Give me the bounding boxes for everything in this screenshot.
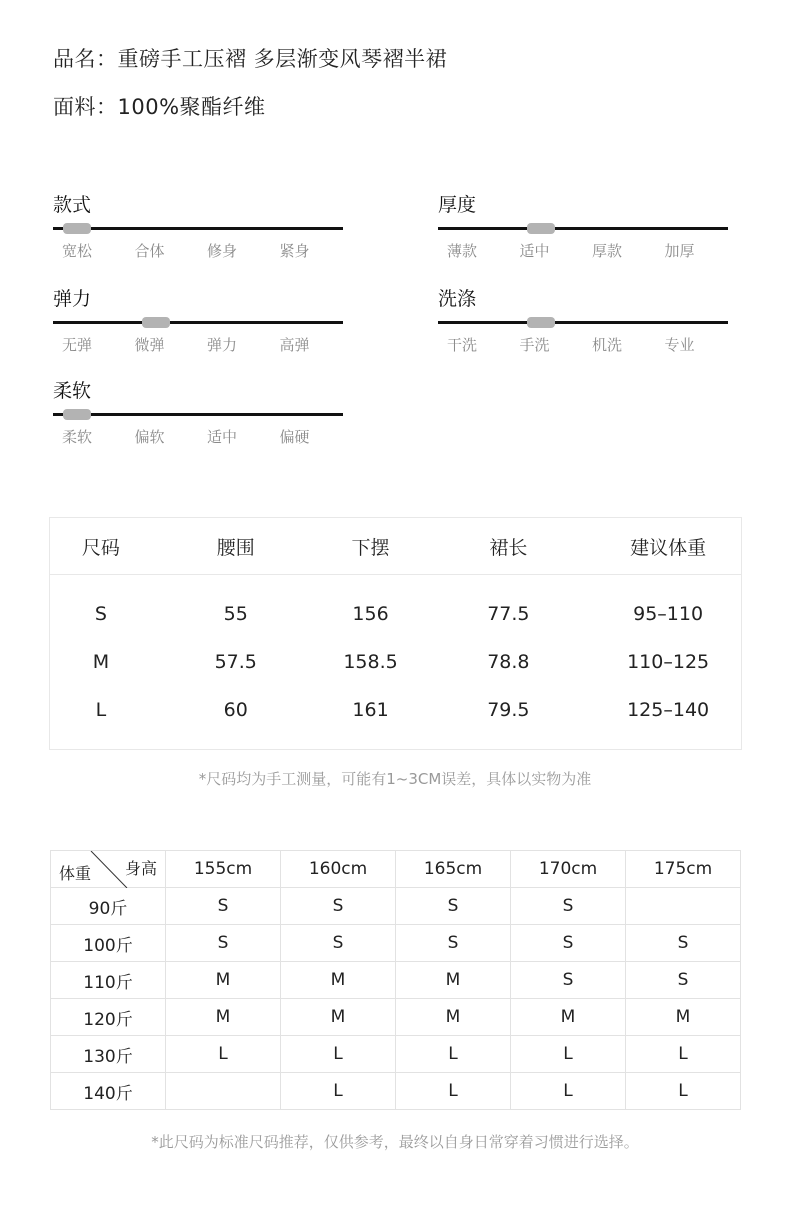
attribute-option: 偏软 xyxy=(134,428,165,446)
weight-label: 90斤 xyxy=(51,888,166,925)
height-header: 155cm xyxy=(166,851,281,888)
attribute-option: 加厚 xyxy=(664,242,695,260)
weight-label: 100斤 xyxy=(51,925,166,962)
size-header-cell: 尺码 xyxy=(81,536,120,559)
size-cell: M xyxy=(281,999,396,1036)
height-header: 165cm xyxy=(396,851,511,888)
size-cell: L xyxy=(511,1073,626,1110)
table-row xyxy=(51,851,741,888)
table-row xyxy=(51,888,741,925)
product-fabric: 面料：100%聚酯纤维 xyxy=(53,95,266,119)
attribute-option: 微弹 xyxy=(134,336,165,354)
size-cell: M xyxy=(396,999,511,1036)
attribute-option: 适中 xyxy=(519,242,550,260)
table-row xyxy=(51,962,741,999)
height-header: 170cm xyxy=(511,851,626,888)
table-row xyxy=(51,925,741,962)
size-cell: 95–110 xyxy=(633,603,704,625)
size-cell: S xyxy=(281,888,396,925)
attribute-option: 合体 xyxy=(134,242,165,260)
attribute-washing xyxy=(438,286,728,355)
corner-cell xyxy=(51,851,166,888)
size-cell: S xyxy=(511,925,626,962)
attribute-title: 款式 xyxy=(53,194,92,216)
size-cell: S xyxy=(166,925,281,962)
size-cell: L xyxy=(95,699,107,721)
size-cell: 77.5 xyxy=(487,603,530,625)
attribute-option: 柔软 xyxy=(62,428,93,446)
attribute-option: 无弹 xyxy=(62,336,93,354)
attribute-thickness xyxy=(438,192,728,261)
size-cell: L xyxy=(626,1073,741,1110)
weight-height-table xyxy=(50,850,741,1110)
attribute-title: 洗涤 xyxy=(438,288,477,310)
size-cell: S xyxy=(511,962,626,999)
attribute-option: 偏硬 xyxy=(279,428,310,446)
attribute-knob xyxy=(63,409,91,420)
attribute-option: 适中 xyxy=(207,428,238,446)
size-cell: S xyxy=(511,888,626,925)
attribute-knob xyxy=(142,317,170,328)
attribute-option: 弹力 xyxy=(207,336,238,354)
table-row xyxy=(51,999,741,1036)
attribute-elasticity xyxy=(53,286,343,355)
attribute-title: 弹力 xyxy=(53,288,92,310)
attribute-softness xyxy=(53,378,343,447)
size-cell: M xyxy=(166,999,281,1036)
attribute-option: 厚款 xyxy=(592,242,623,260)
attribute-knob xyxy=(527,223,555,234)
attribute-option: 薄款 xyxy=(447,242,478,260)
attribute-option: 高弹 xyxy=(279,336,310,354)
table-row xyxy=(51,1036,741,1073)
size-header-cell: 建议体重 xyxy=(630,536,707,559)
attribute-option: 专业 xyxy=(664,336,695,354)
attribute-option: 宽松 xyxy=(62,242,93,260)
attribute-option: 手洗 xyxy=(519,336,550,354)
size-cell: S xyxy=(281,925,396,962)
product-name: 品名：重磅手工压褶 多层渐变风琴褶半裙 xyxy=(53,47,448,71)
corner-height-label: 身高 xyxy=(124,859,157,878)
table-row xyxy=(50,686,741,734)
size-cell: M xyxy=(511,999,626,1036)
attribute-knob xyxy=(527,317,555,328)
table-row xyxy=(50,638,741,686)
size-cell: M xyxy=(396,962,511,999)
size-cell: 110–125 xyxy=(627,651,710,673)
size-cell: S xyxy=(626,925,741,962)
size-cell: S xyxy=(396,925,511,962)
height-header: 175cm xyxy=(626,851,741,888)
size-header-cell: 腰围 xyxy=(216,536,255,559)
size-cell: L xyxy=(281,1036,396,1073)
attribute-bar xyxy=(438,227,728,230)
height-header: 160cm xyxy=(281,851,396,888)
size-note: *尺码均为手工测量，可能有1~3CM误差，具体以实物为准 xyxy=(198,770,592,788)
table-row xyxy=(50,590,741,638)
size-cell: S xyxy=(626,962,741,999)
attribute-bar xyxy=(53,413,343,416)
attribute-bar xyxy=(438,321,728,324)
table-row xyxy=(51,1073,741,1110)
size-cell: 161 xyxy=(352,699,389,721)
size-cell: M xyxy=(626,999,741,1036)
attribute-option: 修身 xyxy=(207,242,238,260)
size-header-cell: 下摆 xyxy=(351,536,390,559)
size-cell: 57.5 xyxy=(214,651,257,673)
size-cell: M xyxy=(92,651,110,673)
size-cell: L xyxy=(511,1036,626,1073)
size-cell: 125–140 xyxy=(627,699,710,721)
size-cell: 60 xyxy=(223,699,248,721)
attribute-style xyxy=(53,192,343,261)
attribute-knob xyxy=(63,223,91,234)
size-cell: L xyxy=(281,1073,396,1110)
size-cell: M xyxy=(166,962,281,999)
attribute-title: 柔软 xyxy=(53,380,92,402)
attribute-option: 机洗 xyxy=(592,336,623,354)
size-cell xyxy=(166,1073,281,1110)
size-table-header xyxy=(50,518,741,575)
size-cell: S xyxy=(94,603,107,625)
weight-label: 110斤 xyxy=(51,962,166,999)
size-cell: L xyxy=(626,1036,741,1073)
size-cell: L xyxy=(396,1073,511,1110)
size-cell: 156 xyxy=(352,603,389,625)
size-cell xyxy=(626,888,741,925)
size-cell: 55 xyxy=(223,603,248,625)
attribute-bar xyxy=(53,227,343,230)
size-cell: L xyxy=(396,1036,511,1073)
size-cell: S xyxy=(396,888,511,925)
size-cell: L xyxy=(166,1036,281,1073)
weight-label: 120斤 xyxy=(51,999,166,1036)
attribute-option: 紧身 xyxy=(279,242,310,260)
size-cell: 78.8 xyxy=(487,651,530,673)
corner-weight-label: 体重 xyxy=(59,864,92,883)
attribute-title: 厚度 xyxy=(438,194,477,216)
size-cell: 158.5 xyxy=(343,651,398,673)
attribute-option: 干洗 xyxy=(447,336,478,354)
size-cell: 79.5 xyxy=(487,699,530,721)
weight-label: 140斤 xyxy=(51,1073,166,1110)
size-table xyxy=(49,517,742,750)
size-header-cell: 裙长 xyxy=(489,536,528,559)
size-cell: S xyxy=(166,888,281,925)
weight-label: 130斤 xyxy=(51,1036,166,1073)
attribute-bar xyxy=(53,321,343,324)
size-cell: M xyxy=(281,962,396,999)
weight-note: *此尺码为标准尺码推荐，仅供参考，最终以自身日常穿着习惯进行选择。 xyxy=(151,1133,639,1151)
